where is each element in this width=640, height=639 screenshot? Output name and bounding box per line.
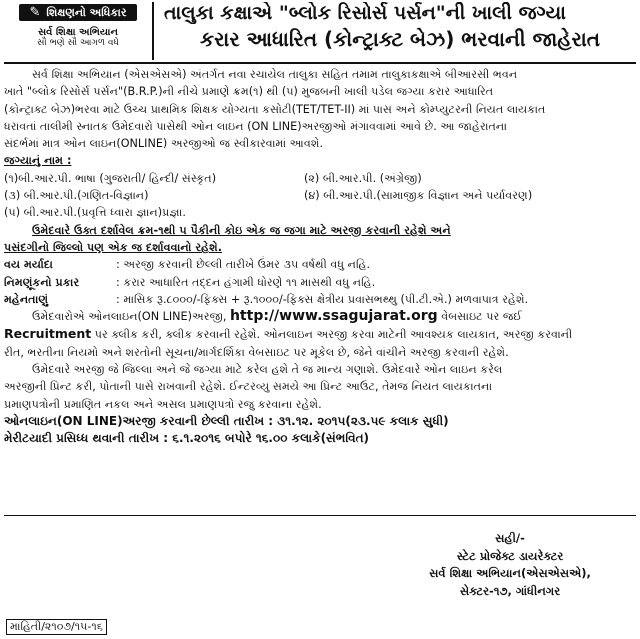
merit-date-value: ૬.૧.૨૦૧૬ બપોરે ૧૬.૦૦ કલાકે(સંભવિત) (172, 430, 370, 445)
apply-line (4, 308, 636, 325)
posts-heading: જગ્યાનું નામ : (4, 154, 72, 168)
logo-line1: સર્વ શિક્ષા અભિયાન (38, 27, 118, 38)
signature-block (380, 530, 640, 600)
apply-text: પર ક્લીક કરી, ક્લીક કરવાની રહેશે. ઓનલાઇન અરજી કરવા માટેની આવશ્યક લાયકાત, અરજી કરવાની (94, 328, 573, 342)
post-item: (૧)બી.આર.પી. ભાષા (ગુજરાતી/ હિન્દી/ સંસ્કૃત) (4, 171, 217, 185)
post-item: (૫) બી.આર.પી.(પ્રવૃત્તિ ધ્વારા જ્ઞાન)પ્રજ્ઞા. (4, 206, 186, 220)
intro-line: ધરાવતાં તાલીમી સ્નાતક ઉમેદવારો પાસેથી ઓન લાઇન (ON LINE)અરજીઓ મંગાવવામાં આવે છે. આ જાહેરાતના (4, 119, 507, 133)
print-note-line: પ્રમાણપત્રોની પ્રમાણિત નકલ અને અસલ પ્રમાણપત્રો રજુ કરવાના રહેશે. (4, 397, 322, 411)
intro-line: સર્વ શિક્ષા અભિયાન (એસએસએ) અંતર્ગત નવા રચાયેલ તાલુકા સહિત તમામ તાલુકાકક્ષાએ બીઆરસી ભવન (32, 68, 518, 81)
ssa-logo (4, 2, 154, 60)
print-note-line: ઉમેદવારે અરજી જે જિલ્લા અને જે જગ્યા માટે કરેલ હશે તે જ માન્ય ગણાશે. ઉમેદવારે ઓન લાઇન કરેલ (32, 363, 503, 377)
appointment-type-label: નિમણૂંકનો પ્રકાર (4, 275, 80, 289)
last-date-value: ૩૧.૧૨. ૨૦૧૫(૨૩.૫૯ કલાક સુધી) (277, 413, 449, 428)
age-limit-label: વય મર્યાદા (4, 258, 53, 272)
page-subtitle: કરાર આધારિત (કોન્ટ્રાક્ટ બેઝ) ભરવાની જાહેરાત (199, 27, 601, 51)
last-date-label: ઓનલાઇન(ON LINE)અરજી કરવાની છેલ્લી તારીખ : (4, 413, 274, 428)
signature-place: સેક્ટર-૧૭, ગાંધીનગર (459, 583, 561, 598)
age-limit-row (4, 256, 636, 273)
post-item: (૪) બી.આર.પી.(સામાજીક વિજ્ઞાન અને પર્યાવરણ) (304, 189, 533, 203)
intro-line: (કોન્ટ્રાક્ટ બેઝ)ભરવા માટે ઉચ્ચ પ્રાથમિક શિક્ષક યોગ્યતા કસોટી(TET/TET-II) માં પાસ અને કોમ્પ્યુટરની નિયત લાયકાત (4, 102, 546, 116)
signature-sd: સહી/- (495, 531, 525, 545)
post-item: (૩) બી.આર.પી.(ગણિત-વિજ્ઞાન) (4, 189, 149, 203)
posts-list (4, 170, 636, 222)
apply-text: ઉમેદવારોએ ઓનલાઇન(ON LINE)અરજી, (32, 310, 227, 324)
appointment-type-row (4, 274, 636, 291)
header-text (154, 2, 636, 60)
page-title: તાલુકા કક્ષાએ "બ્લોક રિસોર્સ પર્સન"ની ખાલી જગ્યા (164, 2, 566, 24)
signature-designation: સ્ટેટ પ્રોજેક્ટ ડાયરેક્ટર (456, 548, 564, 563)
apply-line (4, 325, 636, 343)
info-code: માહિતી/૨૧૦૭/૧૫-૧૬ (6, 619, 107, 635)
remuneration-value: : માસિક રૂ.૮૦૦૦/-ફિક્સ + રૂ.૧૦૦૦/-ફિક્સ ક્ષેત્રીય પ્રવાસભથ્થુ (પી.ટી.એ.) મળવાપાત્ર રહેશે. (116, 292, 529, 306)
remuneration-row (4, 291, 636, 308)
website-link[interactable]: http://www.ssagujarat.org (229, 308, 438, 325)
post-item: (૨) બી.આર.પી. (અંગ્રેજી) (304, 171, 422, 185)
apply-text: વેબસાઇટ પર જઈ (441, 310, 523, 324)
recruitment-text: Recruitment (4, 326, 92, 342)
signature-office: સર્વ શિક્ષા અભિયાન(એસએસએ), (429, 566, 591, 580)
logo-tab (19, 4, 136, 21)
remuneration-label: મહેનતાણું (4, 292, 49, 306)
age-limit-value: : અરજી કરવાની છેલ્લી તારીખે ઉંમર ૩૫ વર્ષથી વધુ નહિ. (116, 258, 371, 272)
header-divider (4, 62, 636, 64)
child-reading-icon: ✎ (29, 5, 41, 20)
signature-divider (4, 515, 636, 516)
intro-line: સંદર્ભમાં માત્ર ઓન લાઇન(ONLINE) અરજીઓ જ સ્વીકારવામાં આવશે. (4, 137, 324, 151)
body-text (4, 66, 636, 447)
note-line: ઉમેદવારે ઉક્ત દર્શાવેલ ક્રમ-૧થી ૫ પૈકીની કોઇ એક જ જગા માટે અરજી કરવાની રહેશે અને (32, 223, 451, 237)
appointment-type-value: : કરાર આધારિત તદ્દન હંગામી ધોરણે ૧૧ માસથી વધુ નહિ. (116, 275, 376, 289)
apply-line: રીત, ભરતીના નિયમો અને શરતોની સૂચના/માર્ગદર્શિકા વેબસાઇટ પર મૂકેલ છે, જેને વાંચીને અરજી કરવાની રહેશે. (4, 345, 509, 359)
last-date-line (4, 413, 636, 430)
merit-date-line (4, 430, 636, 447)
intro-line: ખાતે "બ્લોક રિસોર્સ પર્સન"(B.R.P.)ની નીચે પ્રમાણે ક્રમ(૧) થી (૫) મુજબની ખાલી પડેલ જગ્યા કરાર આધારિત (4, 85, 494, 99)
note-line: પસંદગીનો જિલ્લો પણ એક જ દર્શાવવાનો રહેશે. (4, 240, 222, 254)
logo-tab-text: શિક્ષણનો અધિકાર (46, 5, 127, 19)
logo-line2: સૌ ભણે સૌ આગળ વધે (37, 38, 119, 48)
merit-date-label: મેરીટયાદી પ્રસિધ્ધ થવાની તારીખ : (4, 430, 169, 445)
print-note-line: અરજીની પ્રિન્ટ કરી, પોતાની પાસે રાખવાની રહેશે. ઈન્ટરવ્યુ સમયે આ પ્રિન્ટ આઉટ, તેમજ નિયત લાયકાતના (4, 380, 493, 394)
header (4, 2, 636, 60)
